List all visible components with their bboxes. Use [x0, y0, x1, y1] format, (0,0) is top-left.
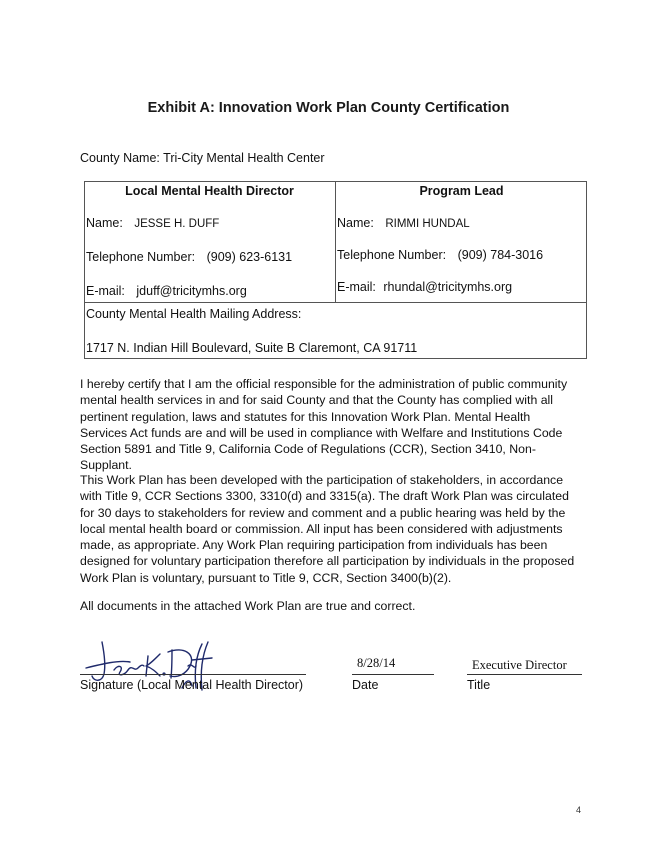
date-label: Date	[352, 678, 379, 692]
email-label: E-mail:	[86, 284, 125, 298]
lead-name: RIMMI HUNDAL	[385, 218, 470, 230]
lead-email: rhundal@tricitymhs.org	[383, 280, 513, 294]
name-label: Name:	[337, 216, 374, 230]
phone-label: Telephone Number:	[337, 248, 447, 262]
director-email-row	[86, 284, 247, 298]
director-phone: (909) 623-6131	[206, 250, 293, 264]
table-column-divider	[335, 181, 336, 303]
title-label: Title	[467, 678, 491, 692]
director-name-row	[86, 216, 219, 230]
lead-phone: (909) 784-3016	[457, 248, 544, 262]
lead-column-header: Program Lead	[419, 184, 504, 198]
date-line	[352, 674, 434, 675]
director-phone-row	[86, 250, 292, 264]
title-value: Executive Director	[472, 658, 567, 672]
phone-label: Telephone Number:	[86, 250, 196, 264]
director-name: JESSE H. DUFF	[134, 218, 220, 230]
lead-email-row	[337, 280, 512, 294]
signature-label: Signature (Local Mental Health Director)	[80, 678, 304, 692]
attestation-paragraph: All documents in the attached Work Plan are true and correct.	[80, 599, 416, 613]
mailing-address: 1717 N. Indian Hill Boulevard, Suite B Claremont, CA 91711	[86, 341, 418, 355]
stakeholder-paragraph: This Work Plan has been developed with the participation of stakeholders, in accordance with Title 9, CCR Sections 3300, 3310(d) and 3315(a). The draft Work Plan was circulated for 30 days to stakeholders for review and comment and a public hearing was held by the local mental health board or commission. All input has been considered with adjustments made, as appropriate. Any Work Plan requiring participation from individuals has been designed for voluntary participation therefore all participation by individuals in the proposed Work Plan is voluntary, pursuant to Title 9, CCR, Section 3400(b)(2).	[80, 473, 575, 585]
date-value: 8/28/14	[357, 656, 396, 670]
page-number: 4	[576, 805, 582, 815]
mailing-address-label: County Mental Health Mailing Address:	[86, 307, 302, 321]
table-row-divider	[84, 302, 587, 303]
certification-paragraph: I hereby certify that I am the official responsible for the administration of public community mental health services in and for said County and that the County has complied with all pertinent regulation, laws and statutes for this Innovation Work Plan. Mental Health Services Act funds are and will be used in compliance with Welfare and Institutions Code Section 5891 and Title 9, California Code of Regulations (CCR), Section 3410, Non-Supplant.	[80, 377, 568, 473]
name-label: Name:	[86, 216, 123, 230]
document-title: Exhibit A: Innovation Work Plan County Certification	[147, 100, 510, 116]
signature-line	[80, 674, 306, 675]
email-label: E-mail:	[337, 280, 376, 294]
director-email: jduff@tricitymhs.org	[136, 284, 247, 298]
title-line	[467, 674, 582, 675]
director-column-header: Local Mental Health Director	[125, 184, 294, 198]
lead-name-row	[337, 216, 470, 230]
county-name: County Name: Tri-City Mental Health Center	[80, 151, 325, 165]
lead-phone-row	[337, 248, 543, 262]
